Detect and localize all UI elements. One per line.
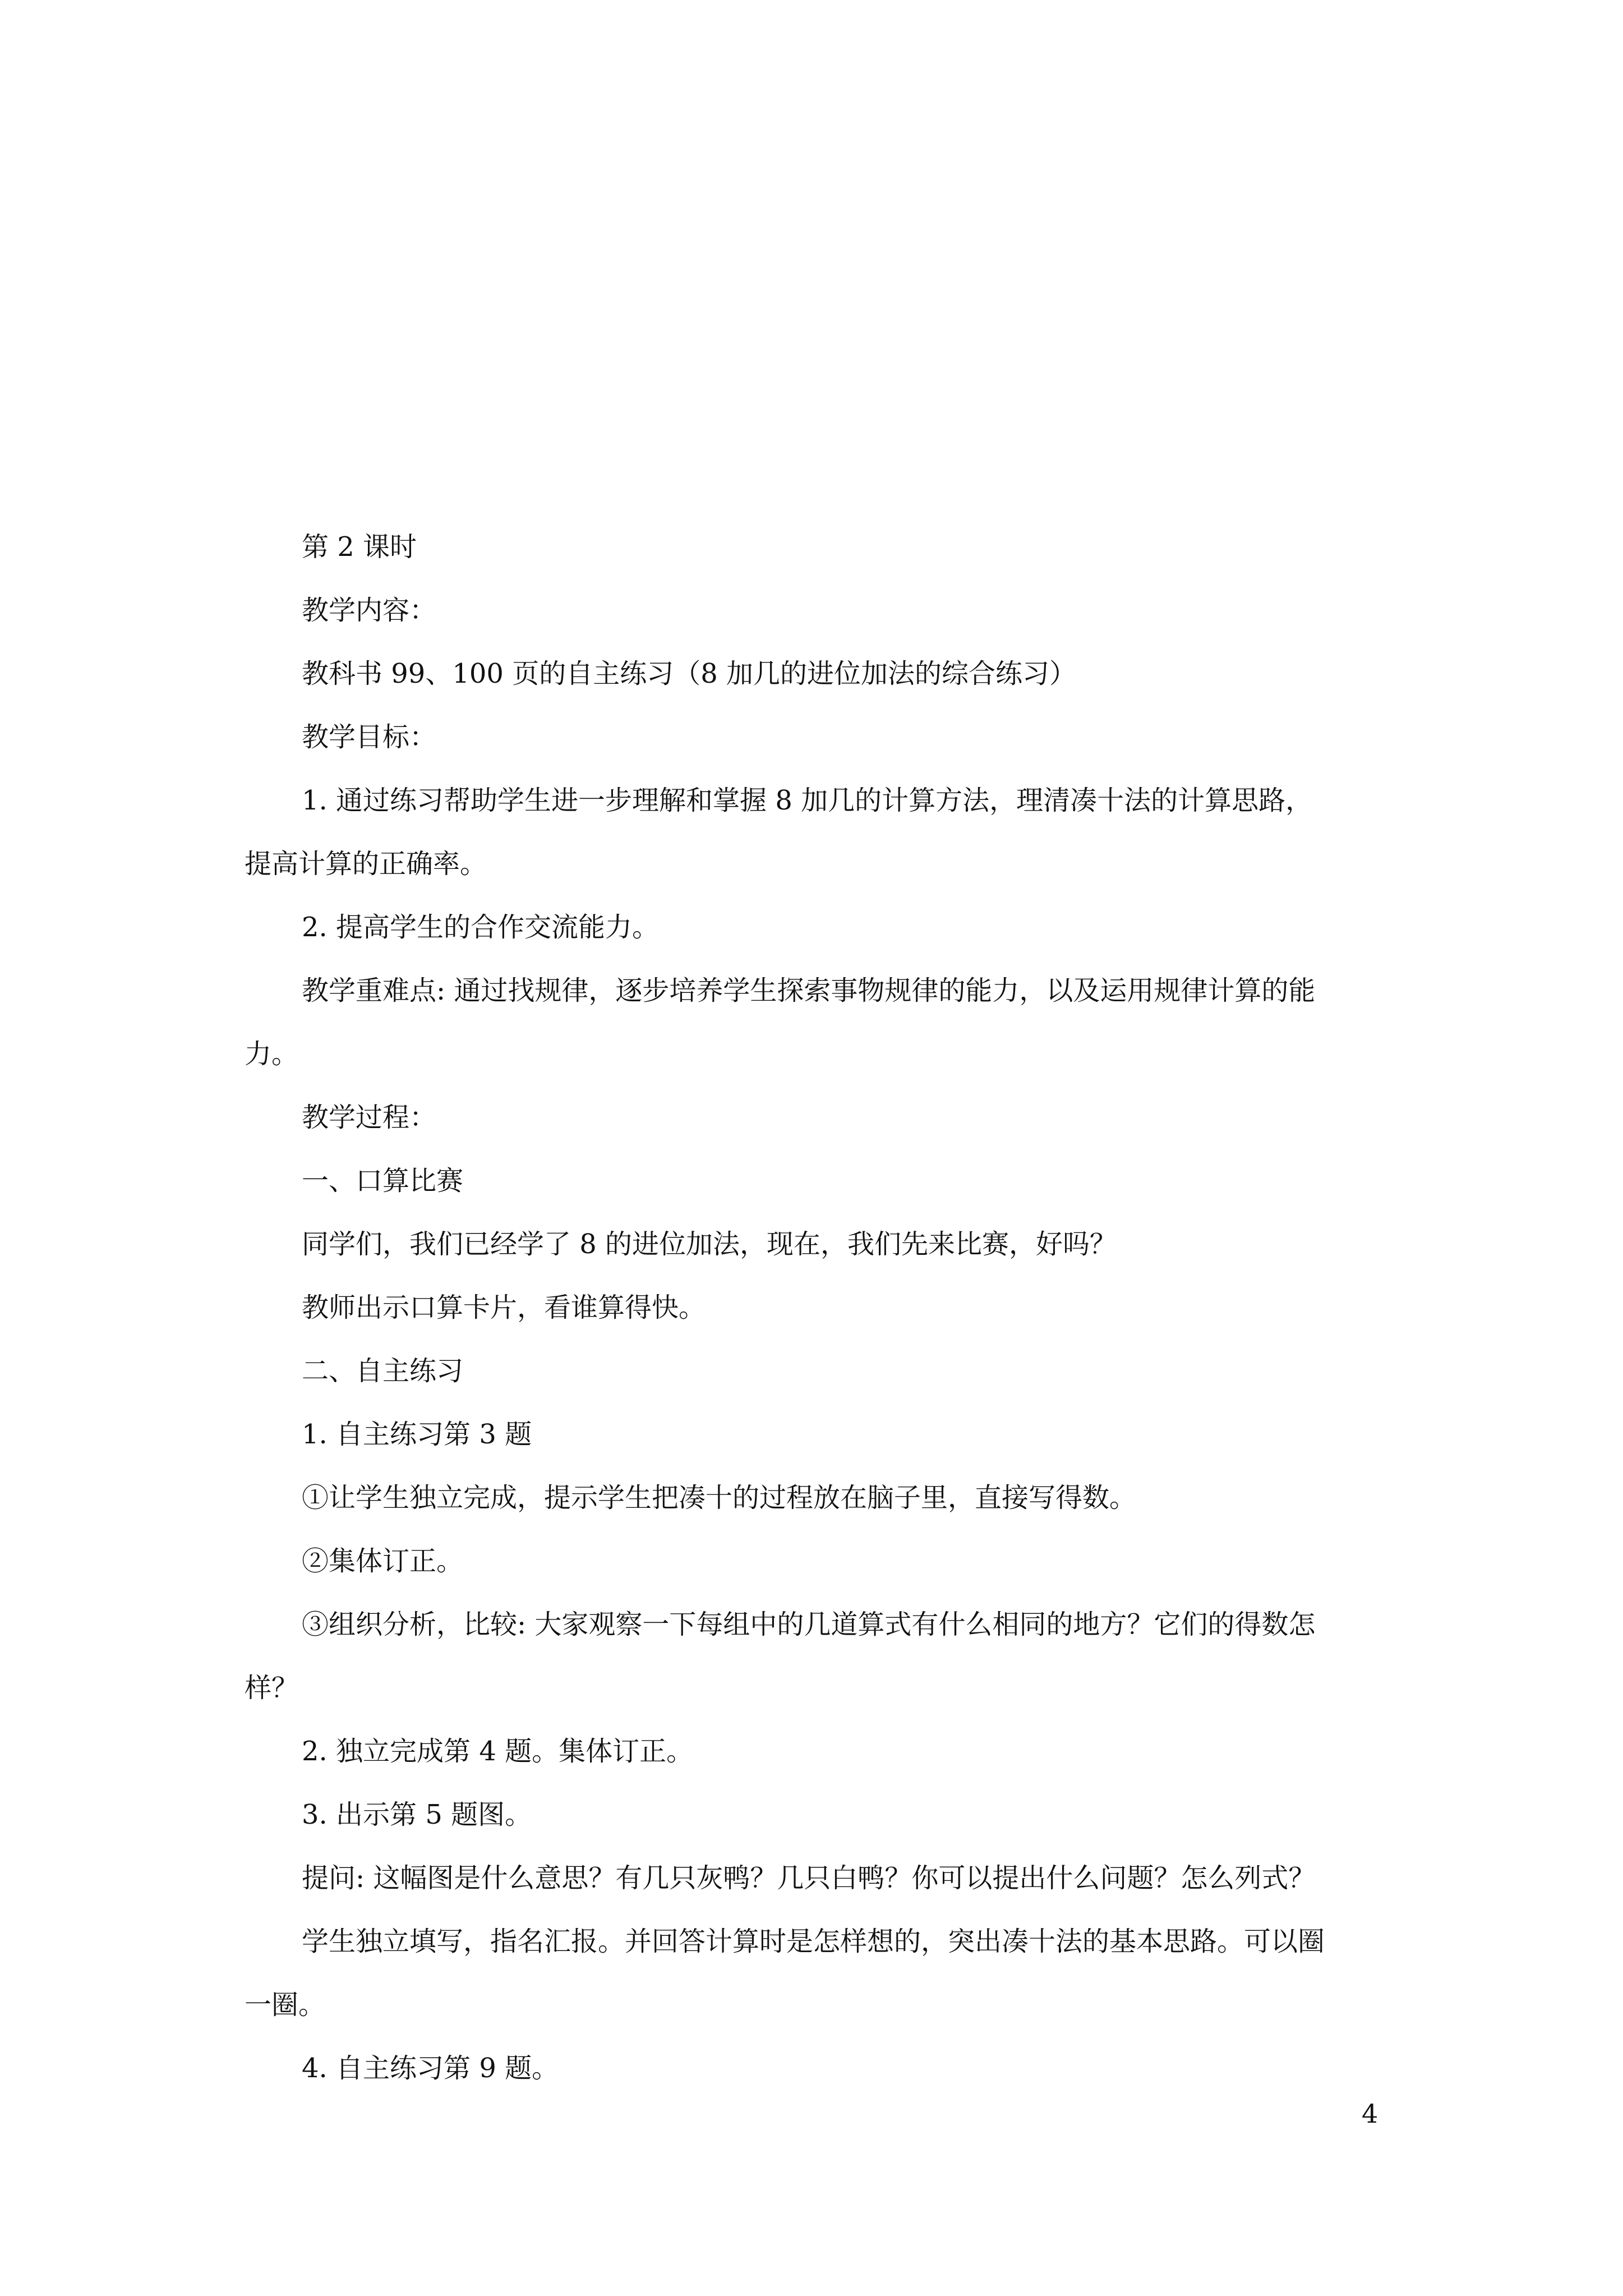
goal-2: 2. 提高学生的合作交流能力。	[302, 912, 660, 943]
section-1-text-2: 教师出示口算卡片，看谁算得快。	[302, 1292, 706, 1323]
exercise-3-questions: 提问: 这幅图是什么意思？有几只灰鸭？几只白鸭？你可以提出什么问题？怎么列式？	[302, 1862, 1316, 1894]
exercise-3-report-line-2: 一圈。	[245, 1989, 326, 2021]
goal-1-line-2: 提高计算的正确率。	[245, 848, 487, 880]
exercise-1-heading: 1. 自主练习第 3 题	[302, 1419, 532, 1450]
exercise-4-heading: 4. 自主练习第 9 题。	[302, 2053, 559, 2084]
exercise-1-step-3-line-1: ③组织分析，比较: 大家观察一下每组中的几道算式有什么相同的地方？它们的得数怎	[302, 1609, 1316, 1640]
teaching-content-heading: 教学内容：	[302, 595, 437, 626]
exercise-2: 2. 独立完成第 4 题。集体订正。	[302, 1736, 694, 1767]
teaching-goals-heading: 教学目标：	[302, 721, 437, 753]
section-1-heading: 一、口算比赛	[302, 1165, 464, 1197]
page-number: 4	[1362, 2099, 1378, 2129]
exercise-1-step-2: ②集体订正。	[302, 1545, 464, 1577]
key-difficulty-line-2: 力。	[245, 1038, 299, 1070]
exercise-3-report-line-1: 学生独立填写，指名汇报。并回答计算时是怎样想的，突出凑十法的基本思路。可以圈	[302, 1926, 1325, 1957]
exercise-1-step-3-line-2: 样？	[245, 1672, 299, 1704]
section-1-text-1: 同学们，我们已经学了 8 的进位加法，现在，我们先来比赛，好吗？	[302, 1228, 1117, 1260]
goal-1-line-1: 1. 通过练习帮助学生进一步理解和掌握 8 加几的计算方法，理清凑十法的计算思路，	[302, 785, 1313, 816]
lesson-number: 第 2 课时	[302, 531, 417, 563]
exercise-1-step-1: ①让学生独立完成，提示学生把凑十的过程放在脑子里，直接写得数。	[302, 1482, 1137, 1513]
teaching-process-heading: 教学过程：	[302, 1102, 437, 1133]
section-2-heading: 二、自主练习	[302, 1355, 464, 1387]
exercise-3-heading: 3. 出示第 5 题图。	[302, 1799, 532, 1830]
key-difficulty-line-1: 教学重难点: 通过找规律，逐步培养学生探索事物规律的能力，以及运用规律计算的能	[302, 975, 1316, 1006]
teaching-content-text: 教科书 99、100 页的自主练习（8 加几的进位加法的综合练习）	[302, 658, 1077, 689]
